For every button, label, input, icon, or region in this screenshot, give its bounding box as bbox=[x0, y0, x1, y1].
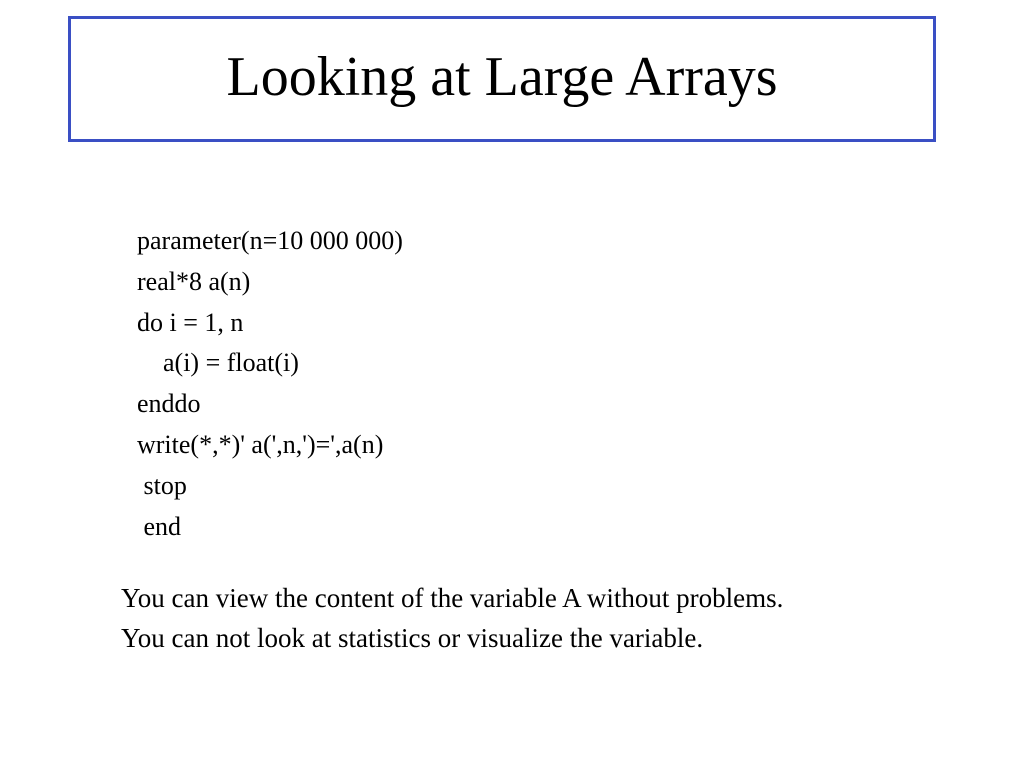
title-box bbox=[68, 16, 936, 142]
code-line-3: do i = 1, n bbox=[137, 307, 244, 337]
code-line-6: write(*,*)' a(',n,')=',a(n) bbox=[137, 429, 384, 459]
slide-title: Looking at Large Arrays bbox=[226, 46, 778, 108]
code-block bbox=[137, 221, 403, 547]
code-line-5: enddo bbox=[137, 389, 201, 419]
code-line-8: end bbox=[137, 511, 182, 541]
code-line-7: stop bbox=[137, 470, 187, 500]
code-line-1: parameter(n=10 000 000) bbox=[137, 226, 403, 255]
code-line-4: a(i) = float(i) bbox=[137, 348, 299, 378]
code-line-2: real*8 a(n) bbox=[137, 266, 251, 296]
note-line-2: You can not look at statistics or visualize the variable. bbox=[121, 623, 704, 653]
notes-block bbox=[121, 578, 783, 658]
note-line-1: You can view the content of the variable A without problems. bbox=[121, 583, 784, 613]
